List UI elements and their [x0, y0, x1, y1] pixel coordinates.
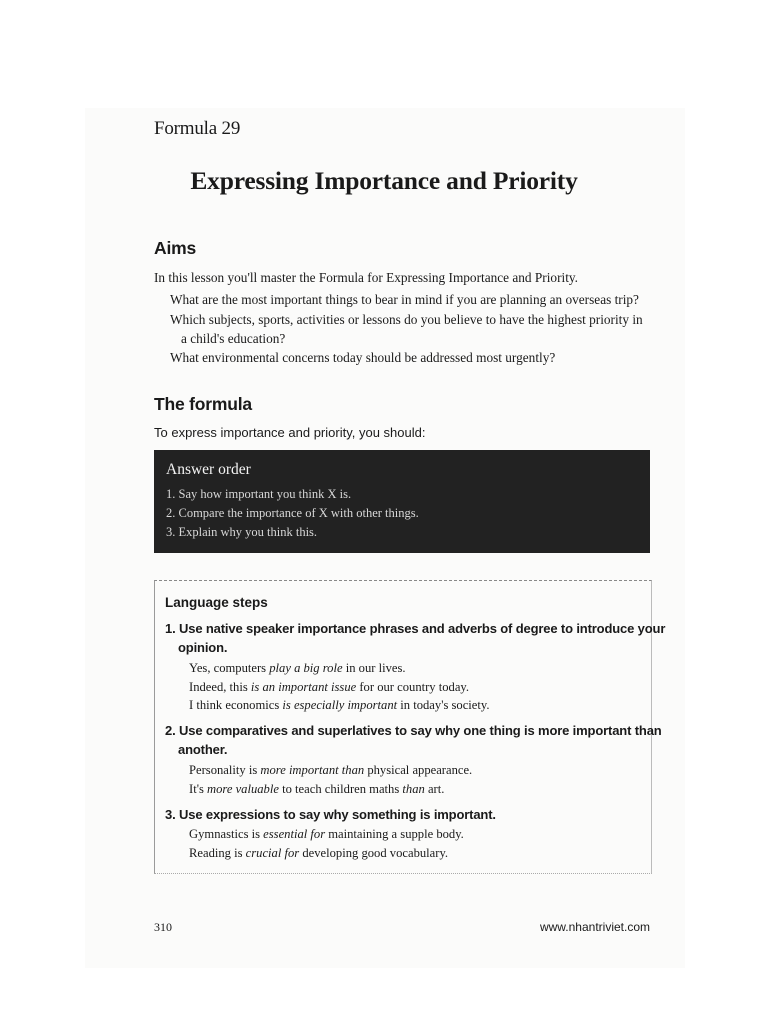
aims-question-continued: a child's education?	[181, 331, 286, 346]
formula-number: Formula 29	[154, 118, 241, 139]
formula-heading: The formula	[154, 394, 252, 414]
aims-intro: In this lesson you'll master the Formula for Expressing Importance and Priority.	[154, 270, 579, 285]
answer-order-title: Answer order	[166, 461, 251, 478]
answer-order-item: 1. Say how important you think X is.	[166, 487, 352, 501]
example-sentence: Yes, computers play a big role in our lives.	[189, 661, 406, 675]
example-sentence: Personality is more important than physical appearance.	[189, 763, 473, 777]
page-number: 310	[154, 920, 172, 934]
aims-heading: Aims	[154, 238, 196, 258]
aims-question: Which subjects, sports, activities or lessons do you believe to have the highest priority in	[170, 312, 643, 327]
example-sentence: Gymnastics is essential for maintaining a supple body.	[189, 827, 464, 841]
aims-question: What environmental concerns today should be addressed most urgently?	[170, 350, 556, 365]
example-sentence: I think economics is especially important in today's society.	[189, 698, 490, 712]
step-2-text-continued: another.	[178, 742, 228, 757]
example-sentence: Indeed, this is an important issue for our country today.	[189, 680, 470, 694]
step-2-text: 2. Use comparatives and superlatives to say why one thing is more important than	[165, 723, 662, 738]
aims-question: What are the most important things to bear in mind if you are planning an overseas trip?	[170, 292, 639, 307]
answer-order-item: 2. Compare the importance of X with other things.	[166, 506, 419, 520]
step-3-text: 3. Use expressions to say why something is important.	[165, 807, 496, 822]
formula-intro: To express importance and priority, you should:	[154, 425, 426, 440]
language-steps-box	[154, 580, 666, 874]
example-sentence: It's more valuable to teach children maths than art.	[189, 782, 445, 796]
answer-order-box	[154, 450, 650, 553]
step-1-text: 1. Use native speaker importance phrases and adverbs of degree to introduce your	[165, 621, 666, 636]
page-title: Expressing Importance and Priority	[190, 166, 578, 195]
footer-url: www.nhantriviet.com	[539, 920, 650, 934]
step-1-text-continued: opinion.	[178, 640, 228, 655]
language-steps-title: Language steps	[165, 595, 268, 610]
example-sentence: Reading is crucial for developing good vocabulary.	[189, 846, 449, 860]
answer-order-item: 3. Explain why you think this.	[166, 525, 318, 539]
